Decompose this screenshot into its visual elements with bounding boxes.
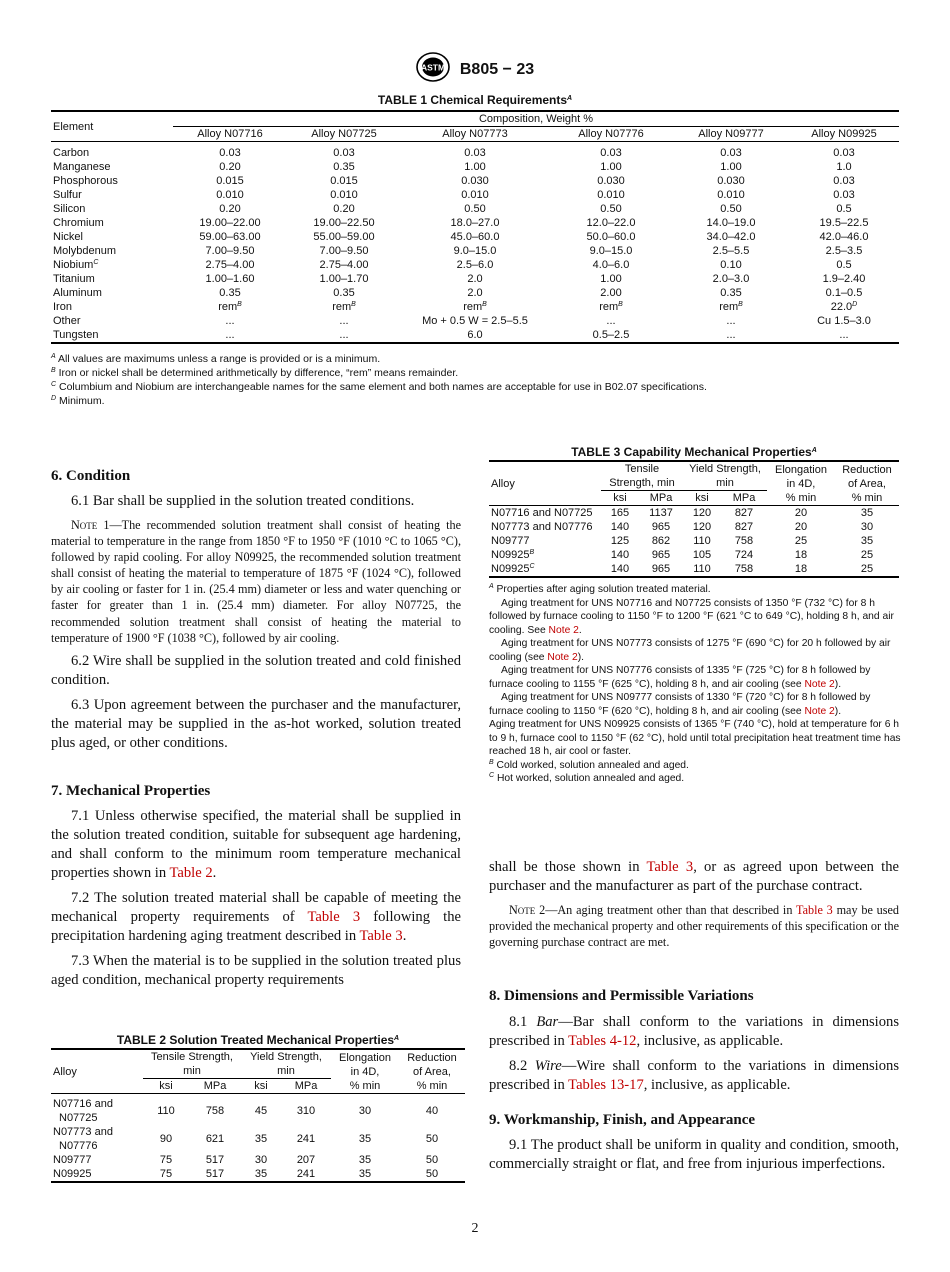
table-cell: 0.010 [717,189,745,201]
table-cell: 862 [651,535,671,547]
table-cell: 0.50 [600,203,622,215]
table-cell: 0.5 [836,259,852,271]
table-cell: ... [287,328,401,343]
table-cell: 1.00 [720,161,742,173]
table-row [51,216,899,230]
table-cell: 140 [601,562,639,577]
table-row [51,188,899,202]
table-cell: rem$^B$ [599,301,623,313]
table-cell: 14.0–19.0 [706,217,756,229]
table-row [51,244,899,258]
table-cell: 2.5–3.5 [825,245,863,257]
t3-aging-4: Aging treatment for UNS N09777 consists of 1330 °F (720 °C) for 8 h followed by furnace cooling to 1150 °F (620 °C), holding 8 h, and air cooling (see Note 2). [489,692,871,717]
note-1: Note 1—The recommended solution treatment shall consist of heating the material to temperature in the range from 1850 °F to 1950 °F (1010 °C to 1065 °C), followed by rapid cooling. For alloy N09925, the recommended solution treatment shall consist of heating the material to temperature of 1875 °F (1024 °C), followed by air cooling or faster for 1 in. (25.4 mm) diameter or less and water quenching or faster for greater than 1 in. (25.4 mm) diameter. For alloy N07725, the recommended solution treatment shall consist of heating the material to temperature of 1900 °F (1038 °C), followed by air cooling. [51,518,462,645]
table-row [489,534,899,548]
table-cell: rem$^B$ [463,301,487,313]
t3-col-alloy: Alloy [489,461,601,506]
table-cell: ... [606,315,616,327]
table-cell: 758 [205,1105,225,1117]
page-number: 2 [471,1221,479,1236]
table-row [489,506,899,521]
table-cell: 35 [860,507,874,519]
table-cell: ... [173,328,287,343]
table-cell: 35 [241,1167,281,1182]
table-row [51,300,899,314]
para-7-1: 7.1 Unless otherwise specified, the material shall be supplied in the solution treated condition, suitable for subsequent age hardening, and shall conform to the minimum room temperature mechanical properties shown in Table 2. [51,808,461,881]
table-cell: ... [673,328,789,343]
table-cell: 0.5 [836,203,852,215]
table-cell: Cu 1.5–3.0 [817,315,871,327]
table-cell: 0.35 [333,287,355,299]
table-cell: 18 [767,562,835,577]
table-cell: Mo + 0.5 W = 2.5–5.5 [422,315,528,327]
table-cell: 110 [693,535,711,547]
table-cell: 25 [794,535,808,547]
table-cell: 12.0–22.0 [586,217,636,229]
astm-logo-icon [416,52,450,87]
table1-caption: TABLE 1 Chemical Requirements$^A$ [377,93,573,107]
table-cell: 758 [734,535,754,547]
table1-footnotes [51,352,911,408]
table-cell: 241 [296,1133,316,1145]
link-note-2[interactable]: Note 2 [804,678,835,690]
table-cell: 0.03 [600,147,622,159]
alloy-name: N07716 and N07725 [53,1098,113,1124]
table-cell: 758 [721,562,767,577]
table-cell: 35 [860,535,874,547]
table-cell: 35 [358,1154,372,1166]
table-cell: 965 [651,521,671,533]
table-cell: 120 [692,521,712,533]
t3-col-ksi: ksi [683,491,721,506]
table-cell: 90 [159,1133,173,1145]
section9-body [489,1136,899,1180]
link-note-2[interactable]: Note 2 [548,624,579,636]
table1-footnote: $^A$ All values are maximums unless a range is provided or is a minimum. [51,353,381,365]
section7-heading: 7. Mechanical Properties [51,783,211,799]
section8-body [489,1013,899,1101]
t3-footnote-b: $^B$ Cold worked, solution annealed and aged. [489,758,689,771]
table-cell: 50 [425,1133,439,1145]
table-row [51,328,899,343]
t2-col-reduction: Reduction of Area, % min [399,1049,465,1094]
table-cell: 1.0 [836,161,852,173]
table3 [489,460,899,578]
section8-heading: 8. Dimensions and Permissible Variations [489,988,754,1004]
col-alloy: Alloy N07776 [549,127,673,142]
table-cell: 1.00 [600,161,622,173]
table-cell: 0.35 [720,287,742,299]
table-cell: 19.00–22.50 [313,217,375,229]
table-cell: ... [225,315,235,327]
table-cell: 0.03 [833,147,855,159]
table-cell: 827 [734,521,754,533]
table-row [51,230,899,244]
table-cell: 7.00–9.50 [205,245,255,257]
table-cell: 207 [296,1154,316,1166]
alloy-name: $N09925^C$ [489,562,601,577]
table-cell: 965 [651,549,671,561]
t2-col-ksi: ksi [241,1079,281,1094]
t3-footnote-a: $^A$ Properties after aging solution treated material. [489,583,711,595]
link-tables-13-17[interactable]: Tables 13-17 [568,1077,644,1093]
t3-col-tensile: Tensile Strength, min [609,463,675,489]
table-cell: 724 [734,549,754,561]
t3-col-mpa: MPa [721,491,767,506]
col-alloy: Alloy N07716 [173,127,287,142]
table-cell: 2.00 [600,287,622,299]
t3-aging-2: Aging treatment for UNS N07773 consists of 1275 °F (690 °C) for 20 h followed by air cooling (see Note 2). [489,638,891,663]
table-cell: 310 [296,1105,316,1117]
section9-heading: 9. Workmanship, Finish, and Appearance [489,1112,756,1128]
element-name: Molybdenum [53,245,116,257]
table-cell: 42.0–46.0 [819,231,869,243]
table2 [51,1048,465,1183]
table-cell: 30 [358,1105,372,1117]
section7-continued [489,858,899,950]
table-cell: 517 [189,1167,241,1182]
table-cell: 0.010 [597,189,625,201]
t2-col-yield: Yield Strength, min [250,1051,322,1077]
table-cell: 7.00–9.50 [319,245,369,257]
t3-col-elong: Elongation in 4D, % min [767,461,835,506]
table-row [51,160,899,174]
link-table-2[interactable]: Table 2 [169,865,213,881]
table-cell: 517 [205,1154,225,1166]
table-cell: 34.0–42.0 [706,231,756,243]
note-2: Note 2—An aging treatment other than that described in Table 3 may be used provided the mechanical property and other requirements of this specification or the governing purchase contract are met. [489,903,899,950]
table-cell: 0.030 [461,175,489,187]
element-name: Iron [53,301,72,313]
element-name: Chromium [53,217,104,229]
svg-text:ASTM: ASTM [420,62,445,73]
t3-aging-3: Aging treatment for UNS N07776 consists of 1335 °F (725 °C) for 8 h followed by furnace cooling to 1155 °F (625 °C), holding 8 h, and air cooling (see Note 2). [489,665,871,690]
link-tables-4-12[interactable]: Tables 4-12 [568,1033,637,1049]
table-cell: 9.0–15.0 [589,245,633,257]
table-cell: 20 [794,521,808,533]
table-cell: 0.50 [720,203,742,215]
table-row [51,174,899,188]
table-cell: 140 [610,521,630,533]
table-cell: 75 [159,1154,173,1166]
table-cell: 0.03 [720,147,742,159]
table-cell: 965 [639,562,683,577]
table-cell: 9.0–15.0 [453,245,497,257]
table-cell: 0.030 [597,175,625,187]
table-cell: 18 [794,549,808,561]
element-name: Phosphorous [53,175,118,187]
element-name: Manganese [53,161,111,173]
col-alloy: Alloy N07725 [287,127,401,142]
table-cell: ... [789,328,899,343]
table-cell: 45 [254,1105,268,1117]
table-cell: 0.10 [720,259,742,271]
element-name: Silicon [53,203,86,215]
col-alloy: Alloy N09925 [789,127,899,142]
col-element: Element [51,111,173,142]
table-cell: 2.5–6.0 [456,259,494,271]
table-cell: 20 [794,507,808,519]
table-cell: ... [339,315,349,327]
table-cell: 0.1–0.5 [825,287,863,299]
table-row [489,562,899,577]
table-cell: 0.50 [464,203,486,215]
table-row [51,314,899,328]
element-name: Tungsten [51,328,173,343]
t2-col-elong: Elongation in 4D, % min [331,1049,399,1094]
table-cell: ... [726,315,736,327]
t2-col-alloy: Alloy [51,1049,143,1094]
table-cell: 2.75–4.00 [319,259,369,271]
table-cell: 0.03 [833,189,855,201]
table-cell: 0.010 [330,189,358,201]
table-row [51,1167,465,1182]
table-cell: 2.5–5.5 [712,245,750,257]
t3-col-ksi: ksi [601,491,639,506]
col-composition: Composition, Weight % [173,111,899,127]
link-table-3[interactable]: Table 3 [307,909,361,925]
table1 [51,110,899,344]
table-row [51,258,899,272]
para-7-3-cont: shall be those shown in Table 3, or as agreed upon between the purchaser and the manufacturer as part of the purchase contract. [489,859,899,894]
table-cell: 110 [683,562,721,577]
table-cell: 50 [425,1154,439,1166]
table-cell: 0.20 [219,161,241,173]
table-cell: 2.75–4.00 [205,259,255,271]
table-cell: 35 [331,1167,399,1182]
table-cell: 75 [143,1167,189,1182]
link-note-2[interactable]: Note 2 [804,705,835,717]
table-cell: 110 [157,1105,175,1117]
table-cell: 30 [860,521,874,533]
element-name: Other [53,315,81,327]
table3-footnotes [489,583,901,786]
table-row [51,286,899,300]
table-cell: rem$^B$ [332,301,356,313]
table-row [51,142,899,161]
table-cell: 50.0–60.0 [586,231,636,243]
table1-footnote: $^B$ Iron or nickel shall be determined arithmetically by difference, “rem” means remainder. [51,367,459,379]
alloy-name: N09777 [491,535,530,547]
table-cell: 1.9–2.40 [822,273,866,285]
para-8-1: 8.1 Bar—Bar shall conform to the variations in dimensions prescribed in Tables 4-12, inclusive, as applicable. [489,1014,899,1049]
table-cell: 4.0–6.0 [592,259,630,271]
t3-aging-1: Aging treatment for UNS N07716 and N07725 consists of 1350 °F (732 °C) for 8 h followed by furnace cooling to 1150 °F to 1200 °F (621 °C to 649 °C), holding 8 h, and air cooling. See Note 2. [489,597,894,636]
table-cell: 59.00–63.00 [199,231,261,243]
para-6-3: 6.3 Upon agreement between the purchaser and the manufacturer, the material may be supplied in the as-hot worked, solution treated plus aged, or other conditions. [51,696,461,751]
table-cell: 1.00–1.70 [319,273,369,285]
alloy-name: N09777 [53,1154,92,1166]
alloy-name: N07716 and N07725 [491,507,593,519]
t3-footnote-c: $^C$ Hot worked, solution annealed and aged. [489,772,685,784]
table-row [489,548,899,562]
element-name: Nickel [53,231,83,243]
table-cell: 0.030 [717,175,745,187]
table-cell: 827 [734,507,754,519]
table-row [51,1125,465,1153]
element-name: Titanium [53,273,95,285]
table-cell: 2.0 [467,273,483,285]
table-cell: 25 [860,549,874,561]
table-cell: 2.0 [467,287,483,299]
table-cell: 0.015 [330,175,358,187]
page-header [0,52,950,87]
section6-body [51,492,461,759]
table-cell: 1.00 [600,273,622,285]
para-6-1: 6.1 Bar shall be supplied in the solution treated conditions. [71,493,415,509]
table-cell: 2.0–3.0 [712,273,750,285]
table-cell: rem$^B$ [218,301,242,313]
table-cell: 105 [692,549,712,561]
table-cell: 25 [835,562,899,577]
table-cell: 1.00–1.60 [205,273,255,285]
element-name: Sulfur [53,189,82,201]
element-name: Carbon [53,147,90,159]
table-cell: 6.0 [401,328,549,343]
table-cell: 35 [358,1133,372,1145]
table-cell: 0.20 [333,203,355,215]
table-cell: 1.00 [464,161,486,173]
table-cell: 18.0–27.0 [450,217,500,229]
table1-footnote: $^C$ Columbium and Niobium are interchangeable names for the same element and both names are acceptable for use in B02.07 specifications. [51,381,707,393]
table-cell: 50 [399,1167,465,1182]
table3-caption: TABLE 3 Capability Mechanical Properties$^A$ [571,445,817,459]
table-cell: 0.03 [464,147,486,159]
t3-col-yield: Yield Strength, min [689,463,761,489]
t3-aging-5: Aging treatment for UNS N09925 consists of 1365 °F (740 °C), hold at temperature for 6 h to 9 h, furnace cool to 1150 °F (62 °C), hold until total precipitation heat treatment time has reached 18 h, air cool or faster. [489,719,901,757]
table-row [489,520,899,534]
table-row [51,272,899,286]
table1-footnote: $^D$ Minimum. [51,395,105,407]
table-cell: 165 [610,507,630,519]
link-note-2[interactable]: Note 2 [547,651,578,663]
table-cell: 55.00–59.00 [313,231,375,243]
table-row [51,1153,465,1167]
alloy-name: N09925 [51,1167,143,1182]
table-cell: 1137 [649,507,673,519]
link-table-3[interactable]: Table 3 [796,903,833,917]
table-cell: 0.015 [216,175,244,187]
designation: B805 − 23 [459,60,535,78]
table-cell: 621 [205,1133,225,1145]
alloy-name: $N09925^B$ [491,549,535,561]
table-cell: 0.35 [333,161,355,173]
table-cell: 35 [254,1133,268,1145]
table-cell: 140 [610,549,630,561]
table-cell: 19.5–22.5 [819,217,869,229]
table-cell: 125 [610,535,630,547]
table-cell: 241 [281,1167,331,1182]
table-cell: 0.010 [216,189,244,201]
section6-heading: 6. Condition [51,468,131,484]
table-cell: rem$^B$ [719,301,743,313]
t2-col-tensile: Tensile Strength, min [151,1051,233,1077]
para-8-2: 8.2 Wire—Wire shall conform to the variations in dimensions prescribed in Tables 13-17, inclusive, as applicable. [489,1058,900,1093]
col-alloy: Alloy N07773 [401,127,549,142]
t2-col-ksi: ksi [143,1079,189,1094]
table-cell: 0.20 [219,203,241,215]
section7-body [51,807,461,996]
table-cell: $22.0^D$ [830,301,858,313]
t2-col-mpa: MPa [189,1079,241,1094]
para-7-2: 7.2 The solution treated material shall be capable of meeting the mechanical property requirements of Table 3 following the precipitation hardening aging treatment described in Table 3. [51,890,461,944]
table2-caption: TABLE 2 Solution Treated Mechanical Properties$^A$ [116,1033,400,1047]
table-cell: 0.03 [333,147,355,159]
para-9-1: 9.1 The product shall be uniform in quality and condition, smooth, commercially straight or flat, and free from injurious imperfections. [489,1137,899,1172]
table-cell: 120 [692,507,712,519]
table-row [51,1094,465,1126]
t3-col-reduction: Reduction of Area, % min [835,461,899,506]
table-cell: 0.03 [833,175,855,187]
para-7-3: 7.3 When the material is to be supplied in the solution treated plus aged condition, mechanical property requirements [51,953,461,988]
para-6-2: 6.2 Wire shall be supplied in the solution treated and cold finished condition. [51,652,461,688]
link-table-3[interactable]: Table 3 [646,859,694,875]
col-alloy: Alloy N09777 [673,127,789,142]
element-name: Niobium$^C$ [53,259,99,271]
table-cell: 19.00–22.00 [199,217,261,229]
table-cell: 30 [254,1154,268,1166]
table-cell: 0.5–2.5 [549,328,673,343]
link-table-3[interactable]: Table 3 [359,928,403,944]
alloy-name: N07773 and N07776 [53,1126,113,1152]
table-cell: 40 [425,1105,439,1117]
table-cell: 0.35 [219,287,241,299]
table-cell: 0.03 [219,147,241,159]
t3-col-mpa: MPa [639,491,683,506]
t2-col-mpa: MPa [281,1079,331,1094]
element-name: Aluminum [53,287,102,299]
table-row [51,202,899,216]
table-cell: 45.0–60.0 [450,231,500,243]
alloy-name: N07773 and N07776 [491,521,593,533]
table-cell: 0.010 [461,189,489,201]
